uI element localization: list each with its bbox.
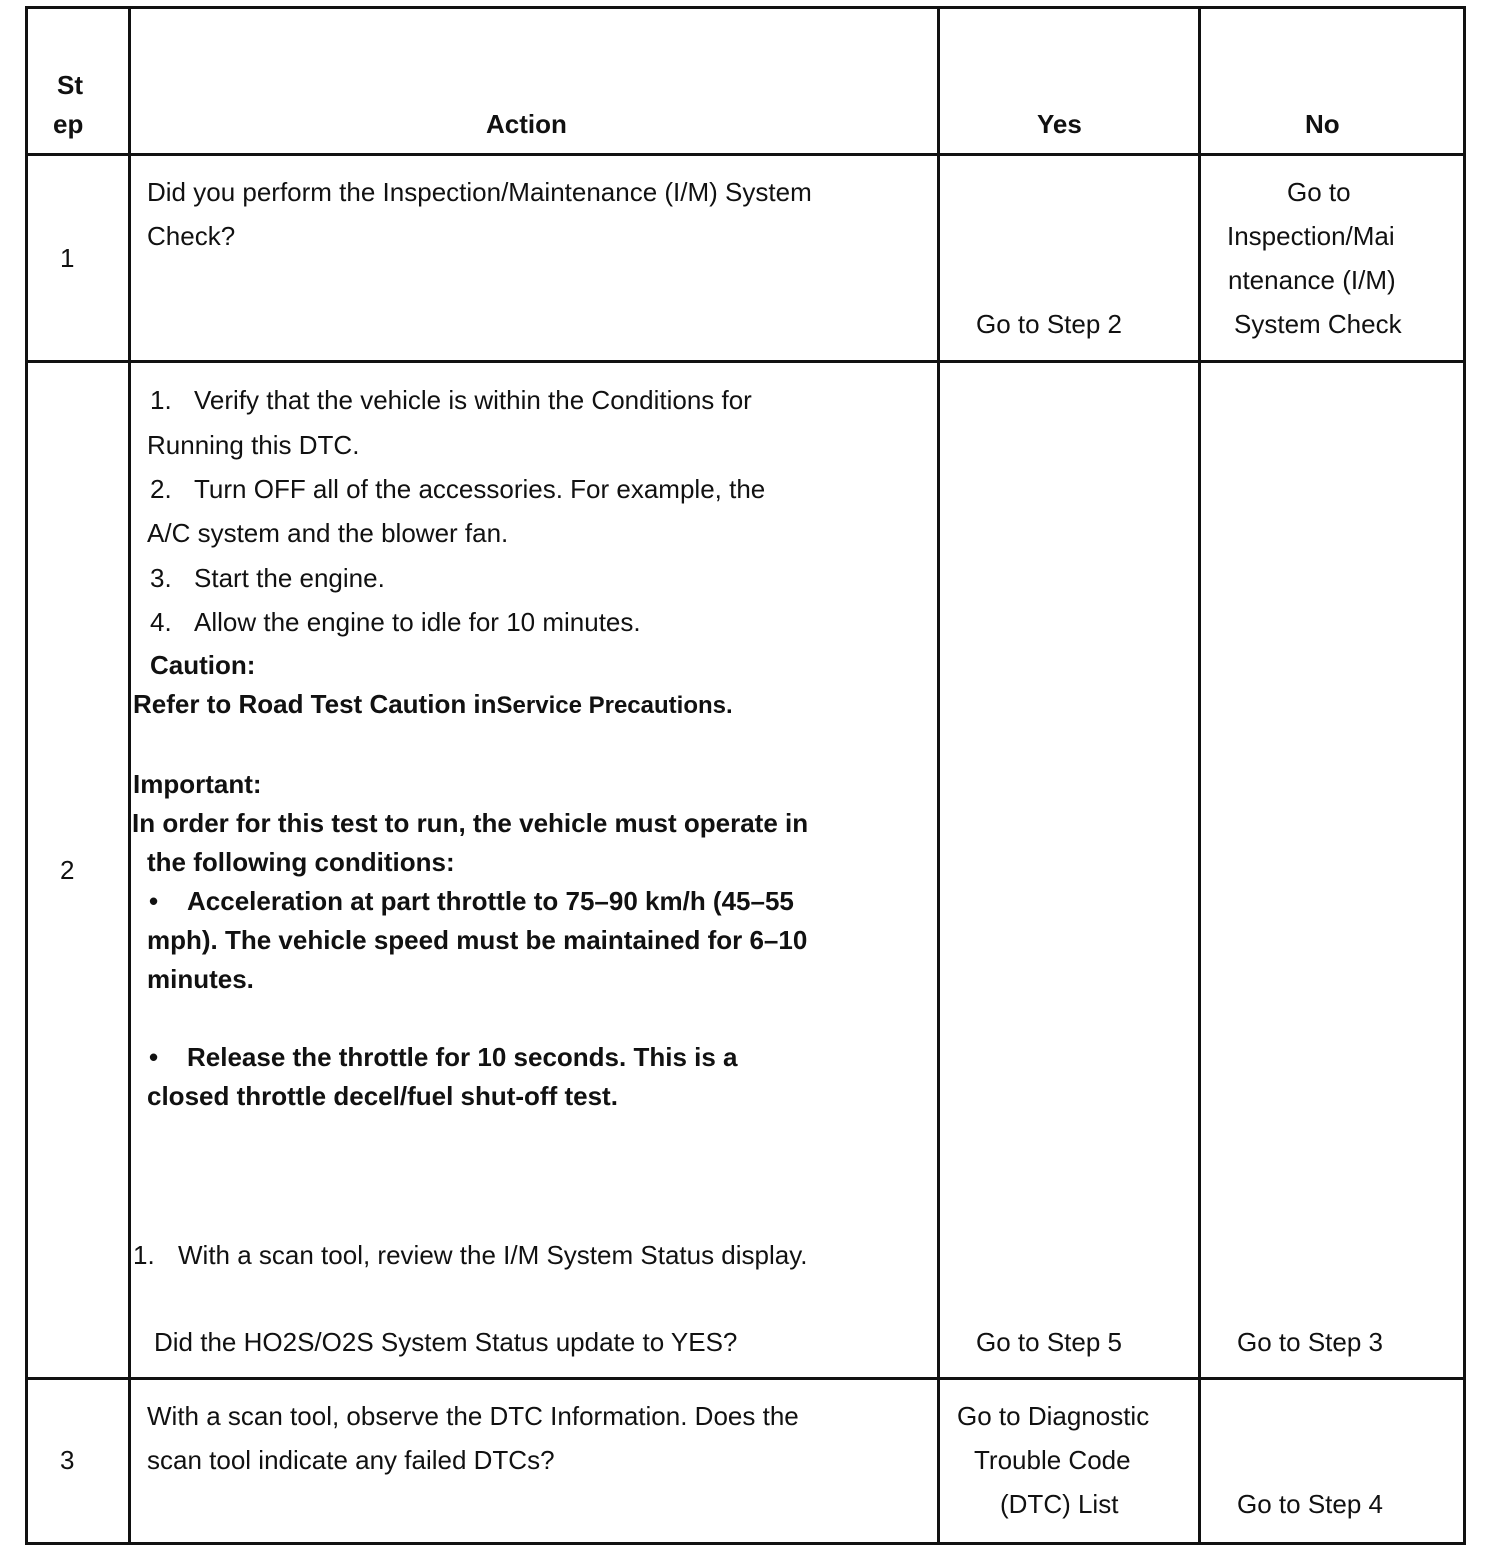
step-2-item4-number: 4.: [150, 607, 172, 637]
bullet-2-marker: •: [149, 1042, 159, 1072]
bullet-1-marker: •: [149, 886, 159, 916]
step-1-action-line2: Check?: [147, 221, 236, 251]
step-2-action-cell: [130, 362, 939, 1379]
step-3-yes-line1[interactable]: Go to Diagnostic: [957, 1401, 1150, 1431]
header-step-line1: St: [57, 70, 83, 100]
step-2-item1-line1: Verify that the vehicle is within the Conditions for: [194, 385, 752, 415]
service-precautions-link[interactable]: Service Precautions.: [496, 692, 733, 719]
header-action-cell: [130, 8, 939, 155]
header-yes: Yes: [1037, 109, 1082, 139]
step-3-no-cell: [1200, 1379, 1465, 1544]
step-2-item4: Allow the engine to idle for 10 minutes.: [194, 607, 641, 637]
step-1-action-line1: Did you perform the Inspection/Maintenance (I/M) System: [147, 177, 812, 207]
step-1-no-line2[interactable]: Inspection/Mai: [1227, 221, 1395, 251]
step-2-yes-link[interactable]: Go to Step 5: [976, 1327, 1122, 1357]
table-header-row: [27, 8, 1465, 155]
step-1-no-line1[interactable]: Go to: [1287, 177, 1351, 207]
step-3-yes-line2[interactable]: Trouble Code: [974, 1445, 1131, 1475]
header-no-cell: [1200, 8, 1465, 155]
step-3-action-cell: [130, 1379, 939, 1544]
important-line2: the following conditions:: [147, 847, 455, 877]
step-1-no-line4[interactable]: System Check: [1234, 309, 1402, 339]
header-yes-cell: [939, 8, 1200, 155]
header-action: Action: [486, 109, 567, 139]
step-2-item3: Start the engine.: [194, 563, 385, 593]
table-row: [27, 1379, 1465, 1544]
step-number: 1: [60, 243, 75, 273]
important-line1: In order for this test to run, the vehicle must operate in: [132, 808, 809, 838]
step-2-item2-line2: A/C system and the blower fan.: [147, 518, 509, 548]
step-number: 3: [60, 1445, 75, 1475]
step-3-action-line2: scan tool indicate any failed DTCs?: [147, 1445, 555, 1475]
header-step-cell: [27, 8, 130, 155]
step-2-question: Did the HO2S/O2S System Status update to YES?: [154, 1327, 738, 1357]
bullet-1-line2: mph). The vehicle speed must be maintained for 6–10: [147, 925, 808, 955]
scan-step-number: 1.: [133, 1240, 155, 1270]
header-no: No: [1305, 109, 1340, 139]
table-row: [27, 362, 1465, 1379]
step-3-yes-line3[interactable]: (DTC) List: [1000, 1489, 1119, 1519]
step-3-action-line1: With a scan tool, observe the DTC Information. Does the: [147, 1401, 799, 1431]
step-2-number-cell: [27, 362, 130, 1379]
table-row: [27, 155, 1465, 362]
step-1-yes-cell: [939, 155, 1200, 362]
step-2-no-link[interactable]: Go to Step 3: [1237, 1327, 1383, 1357]
scan-step-text: With a scan tool, review the I/M System Status display.: [178, 1240, 808, 1270]
bullet-2-line2: closed throttle decel/fuel shut-off test.: [147, 1081, 618, 1111]
step-1-action-cell: [130, 155, 939, 362]
step-1-no-cell: [1200, 155, 1465, 362]
step-1-no-line3[interactable]: ntenance (I/M): [1228, 265, 1396, 295]
header-step-line2: ep: [53, 109, 84, 139]
caution-text-start: Refer to Road Test Caution in: [133, 689, 497, 719]
step-1-number-cell: [27, 155, 130, 362]
step-2-no-cell: [1200, 362, 1465, 1379]
step-2-item1-line2: Running this DTC.: [147, 430, 360, 460]
step-number: 2: [60, 855, 75, 885]
step-2-item2-line1: Turn OFF all of the accessories. For example, the: [194, 474, 766, 504]
bullet-1-line1: Acceleration at part throttle to 75–90 km/h (45–55: [187, 886, 794, 916]
step-2-item3-number: 3.: [150, 563, 172, 593]
caution-text: [133, 685, 733, 725]
step-1-yes-link[interactable]: Go to Step 2: [976, 309, 1122, 339]
step-2-yes-cell: [939, 362, 1200, 1379]
diagnostic-steps-table: [25, 6, 1466, 1545]
caution-label: Caution:: [150, 650, 256, 680]
bullet-1-line3: minutes.: [147, 964, 254, 994]
step-2-item2-number: 2.: [150, 474, 172, 504]
step-2-item1-number: 1.: [150, 385, 172, 415]
bullet-2-line1: Release the throttle for 10 seconds. This is a: [187, 1042, 738, 1072]
step-3-yes-cell: [939, 1379, 1200, 1544]
step-3-no-link[interactable]: Go to Step 4: [1237, 1489, 1383, 1519]
important-label: Important:: [133, 769, 262, 799]
step-3-number-cell: [27, 1379, 130, 1544]
